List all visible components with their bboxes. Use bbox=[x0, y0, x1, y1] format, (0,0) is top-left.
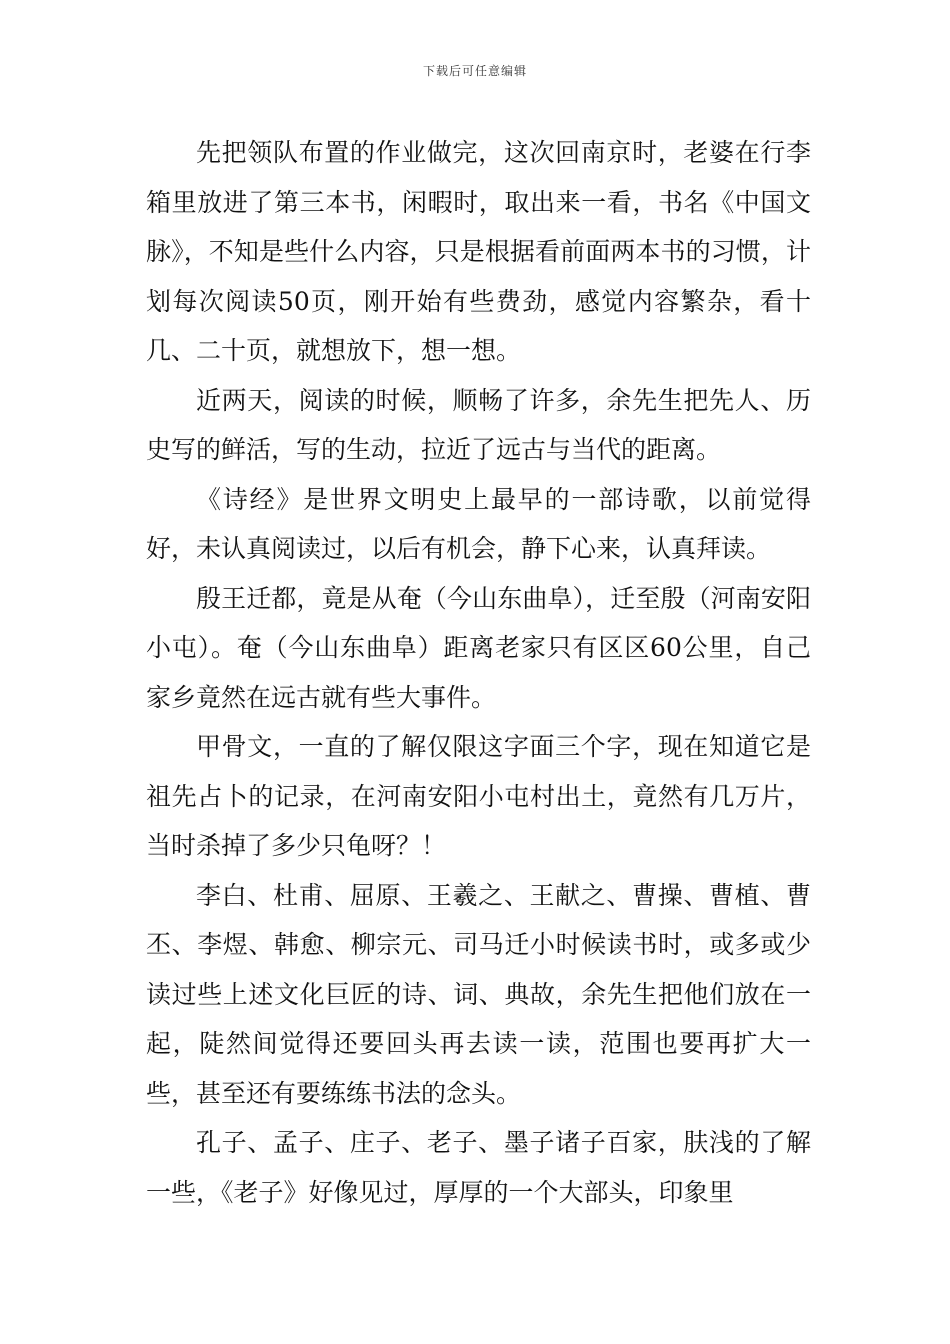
paragraph-6: 李白、杜甫、屈原、王羲之、王献之、曹操、曹植、曹丕、李煜、韩愈、柳宗元、司马迁小时候读书时，或多或少读过些上述文化巨匠的诗、词、典故，余先生把他们放在一起，陡然间觉得还要回头再去读一读，范围也要再扩大一些，甚至还有要练练书法的念头。 bbox=[146, 880, 811, 1108]
paragraph-3: 《诗经》是世界文明史上最早的一部诗歌，以前觉得好，未认真阅读过，以后有机会，静下心来，认真拜读。 bbox=[146, 484, 811, 563]
paragraph-5: 甲骨文，一直的了解仅限这字面三个字，现在知道它是祖先占卜的记录，在河南安阳小屯村出土，竟然有几万片，当时杀掉了多少只龟呀？！ bbox=[146, 732, 811, 860]
paragraph-7: 孔子、孟子、庄子、老子、墨子诸子百家，肤浅的了解一些，《老子》好像见过，厚厚的一个大部头，印象里 bbox=[146, 1128, 811, 1207]
document-body bbox=[146, 128, 811, 1217]
paragraph-2: 近两天，阅读的时候，顺畅了许多，余先生把先人、历史写的鲜活，写的生动，拉近了远古与当代的距离。 bbox=[146, 385, 811, 464]
page-header-note: 下载后可任意编辑 bbox=[422, 64, 527, 78]
paragraph-1: 先把领队布置的作业做完，这次回南京时，老婆在行李箱里放进了第三本书，闲暇时，取出来一看，书名《中国文脉》，不知是些什么内容，只是根据看前面两本书的习惯，计划每次阅读50页，刚开始有些费劲，感觉内容繁杂，看十几、二十页，就想放下，想一想。 bbox=[146, 138, 811, 365]
paragraph-4: 殷王迁都，竟是从奄（今山东曲阜），迁至殷（河南安阳小屯）。奄（今山东曲阜）距离老家只有区区60公里，自己家乡竟然在远古就有些大事件。 bbox=[146, 583, 811, 712]
